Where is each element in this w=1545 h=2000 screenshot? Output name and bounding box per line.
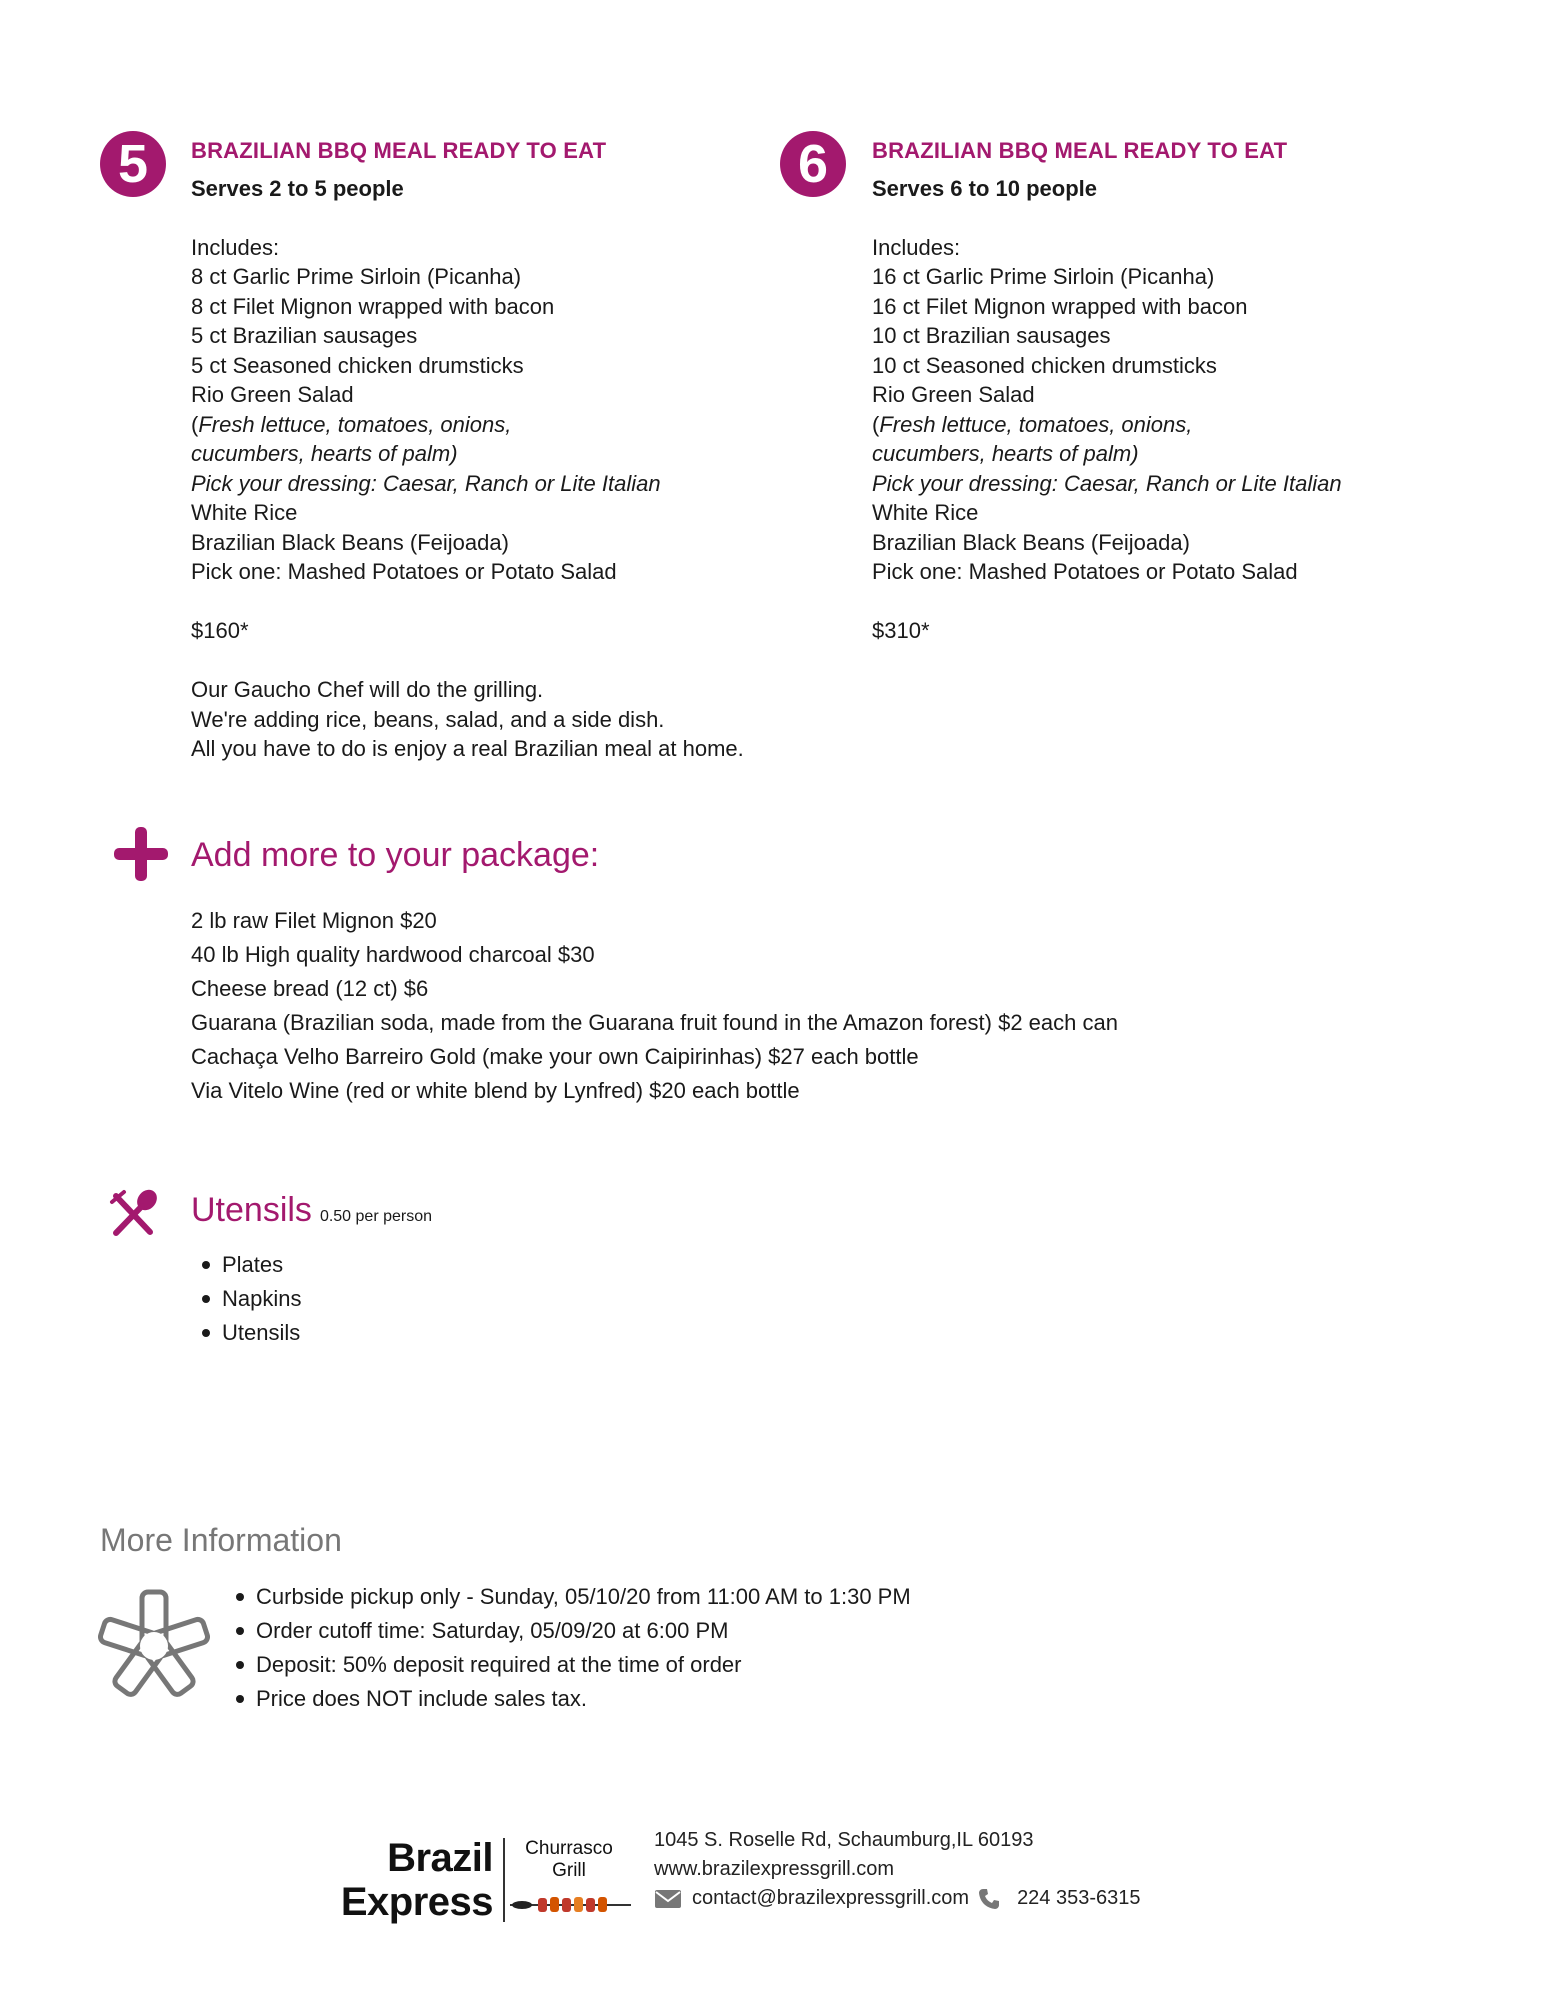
utensils-price-note: 0.50 per person bbox=[319, 1208, 433, 1225]
address: 1045 S. Roselle Rd, Schaumburg,IL 60193 bbox=[654, 1829, 1034, 1851]
email-link[interactable]: contact@brazilexpressgrill.com bbox=[692, 1887, 970, 1909]
list-item: 8 ct Filet Mignon wrapped with bacon bbox=[191, 293, 555, 319]
list-item: Deposit: 50% deposit required at the time of order bbox=[234, 1648, 911, 1682]
list-item: 10 ct Brazilian sausages bbox=[872, 323, 1111, 348]
list-item: Curbside pickup only - Sunday, 05/10/20 from 11:00 AM to 1:30 PM bbox=[234, 1580, 911, 1614]
utensils-list bbox=[200, 1248, 301, 1350]
list-item: White Rice bbox=[872, 500, 979, 525]
package-price: $310* bbox=[872, 618, 930, 643]
list-item: 5 ct Seasoned chicken drumsticks bbox=[191, 352, 524, 378]
brand-logo-text bbox=[330, 1836, 493, 1924]
list-item: Utensils bbox=[200, 1316, 301, 1350]
note-line: All you have to do is enjoy a real Brazilian meal at home. bbox=[191, 736, 744, 761]
list-item: Brazilian Black Beans (Feijoada) bbox=[191, 529, 509, 555]
package-serves: Serves 6 to 10 people bbox=[872, 175, 1097, 201]
list-item: 10 ct Seasoned chicken drumsticks bbox=[872, 352, 1217, 378]
package-6 bbox=[872, 136, 1492, 646]
list-item: Rio Green Salad bbox=[872, 382, 1035, 407]
brand-sub-2: Grill bbox=[552, 1860, 586, 1881]
list-item: 8 ct Garlic Prime Sirloin (Picanha) bbox=[191, 264, 522, 289]
salad-desc-2: cucumbers, hearts of palm) bbox=[872, 441, 1139, 466]
dressing-choice: Pick your dressing: Caesar, Ranch or Lite Italian bbox=[872, 470, 1342, 496]
package-number: 6 bbox=[797, 134, 829, 194]
list-item: White Rice bbox=[191, 500, 298, 525]
includes-label: Includes: bbox=[872, 234, 961, 260]
salad-open-paren: ( bbox=[872, 411, 880, 437]
list-item: 40 lb High quality hardwood charcoal $30 bbox=[191, 942, 595, 967]
skewer-icon bbox=[508, 1894, 633, 1916]
contact-block bbox=[654, 1826, 1141, 1913]
package-5 bbox=[191, 136, 811, 764]
list-item: 2 lb raw Filet Mignon $20 bbox=[191, 908, 437, 933]
asterisk-icon bbox=[98, 1588, 210, 1700]
brand-line-2: Express bbox=[340, 1880, 493, 1924]
plus-icon bbox=[112, 825, 170, 883]
contact-row bbox=[654, 1884, 1141, 1913]
salad-open-paren: ( bbox=[191, 411, 199, 437]
list-item: Price does NOT include sales tax. bbox=[234, 1682, 911, 1716]
utensils-title: Utensils bbox=[191, 1191, 312, 1229]
includes-label: Includes: bbox=[191, 234, 280, 260]
list-item: Plates bbox=[200, 1248, 301, 1282]
phone-icon bbox=[977, 1887, 1001, 1911]
brand-divider bbox=[503, 1838, 505, 1922]
brand-sub-1: Churrasco bbox=[525, 1838, 613, 1859]
dressing-choice: Pick your dressing: Caesar, Ranch or Lite Italian bbox=[191, 470, 661, 496]
list-item: Pick one: Mashed Potatoes or Potato Salad bbox=[191, 559, 617, 584]
brand-sub-text bbox=[516, 1838, 622, 1882]
note-line: Our Gaucho Chef will do the grilling. bbox=[191, 677, 544, 702]
add-more-list bbox=[191, 904, 1118, 1108]
list-item: Cheese bread (12 ct) $6 bbox=[191, 976, 429, 1001]
list-item: Via Vitelo Wine (red or white blend by Lynfred) $20 each bottle bbox=[191, 1078, 800, 1103]
salad-desc-2: cucumbers, hearts of palm) bbox=[191, 441, 458, 466]
package-number-badge bbox=[100, 131, 166, 197]
more-info-title: More Information bbox=[100, 1522, 342, 1558]
list-item: 5 ct Brazilian sausages bbox=[191, 323, 418, 348]
brand-line-1: Brazil bbox=[387, 1836, 493, 1880]
envelope-icon bbox=[654, 1889, 682, 1909]
list-item: Rio Green Salad bbox=[191, 382, 354, 407]
package-serves: Serves 2 to 5 people bbox=[191, 175, 404, 201]
salad-description bbox=[191, 410, 811, 440]
package-title: BRAZILIAN BBQ MEAL READY TO EAT bbox=[872, 138, 1288, 163]
more-info-list bbox=[234, 1580, 911, 1716]
salad-desc-1: Fresh lettuce, tomatoes, onions, bbox=[879, 411, 1193, 437]
website-link[interactable]: www.brazilexpressgrill.com bbox=[654, 1858, 895, 1880]
list-item: Napkins bbox=[200, 1282, 301, 1316]
note-line: We're adding rice, beans, salad, and a side dish. bbox=[191, 706, 665, 732]
salad-description bbox=[872, 410, 1492, 440]
utensils-heading bbox=[191, 1190, 432, 1237]
list-item: Order cutoff time: Saturday, 05/09/20 at 6:00 PM bbox=[234, 1614, 911, 1648]
phone-number[interactable]: 224 353-6315 bbox=[1017, 1887, 1141, 1909]
list-item: Cachaça Velho Barreiro Gold (make your own Caipirinhas) $27 each bottle bbox=[191, 1044, 919, 1069]
list-item: 16 ct Garlic Prime Sirloin (Picanha) bbox=[872, 264, 1215, 289]
list-item: Guarana (Brazilian soda, made from the Guarana fruit found in the Amazon forest) $2 each can bbox=[191, 1010, 1118, 1035]
fork-spoon-icon bbox=[108, 1188, 160, 1240]
list-item: 16 ct Filet Mignon wrapped with bacon bbox=[872, 293, 1248, 319]
package-number-badge bbox=[780, 131, 846, 197]
package-number: 5 bbox=[117, 134, 149, 194]
package-title: BRAZILIAN BBQ MEAL READY TO EAT bbox=[191, 138, 607, 163]
salad-desc-1: Fresh lettuce, tomatoes, onions, bbox=[198, 411, 512, 437]
package-price: $160* bbox=[191, 618, 249, 643]
list-item: Brazilian Black Beans (Feijoada) bbox=[872, 529, 1190, 555]
list-item: Pick one: Mashed Potatoes or Potato Salad bbox=[872, 559, 1298, 584]
add-more-title: Add more to your package: bbox=[191, 836, 600, 874]
